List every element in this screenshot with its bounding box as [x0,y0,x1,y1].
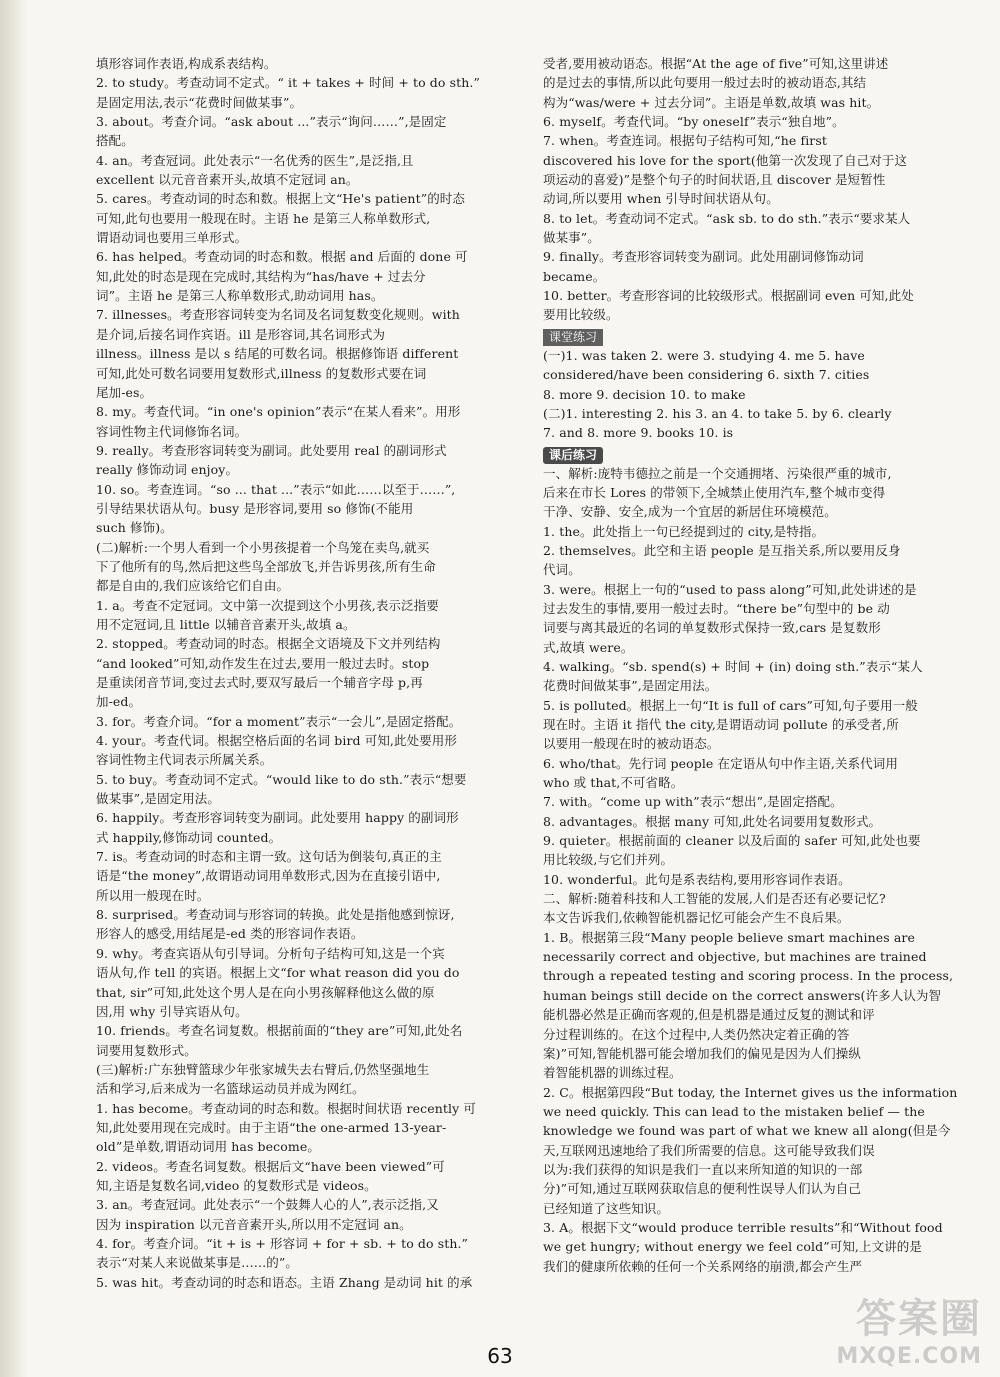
text-line: 着智能机器的训练过程。 [543,1065,682,1081]
text-line: 3. about。考查介词。“ask about ...”表示“询问……”,是固定 [96,114,447,130]
text-line: 3. were。根据上一句的“used to pass along”可知,此处讲述的是 [543,581,917,597]
text-line: 可知,此句也要用一般现在时。主语 he 是第三人称单数形式, [96,210,431,226]
text-line: 6. who/that。先行词 people 在定语从句中作主语,关系代词用 [543,755,898,771]
text-line: 动词,所以要用 when 引导时间状语从句。 [543,191,779,207]
text-line: 做某事”,是固定用法。 [96,791,220,807]
answer-line: 7. and 8. more 9. books 10. is [543,425,734,441]
text-line: 因,用 why 引导宾语从句。 [96,1003,248,1019]
text-line: 3. for。考查介词。“for a moment”表示“一会儿”,是固定搭配。 [96,713,462,729]
text-line: 现在时。主语 it 指代 the city,是谓语动词 pollute 的承受者,所 [543,717,899,732]
text-line: 代词。 [543,562,581,578]
answer-line: considered/have been considering 6. sixth 7. cities [543,367,870,383]
text-line: through a repeated testing and scoring process. In the process, [543,968,954,984]
text-line: knowledge we found was part of what we knew all along(但是今 [543,1123,951,1139]
text-line: 8. surprised。考查动词与形容词的转换。此处是指他感到惊讶, [96,907,455,923]
text-line: 项运动的喜爱)”是整个句子的时间状语,且 discover 是短暂性 [543,172,886,188]
text-line: 7. illnesses。考查形容词转变为名词及名词复数变化规则。with [96,307,460,323]
text-line: 式 happily,修饰动词 counted。 [96,829,282,845]
text-line: 语从句,作 tell 的宾语。根据上文“for what reason did you do [96,965,460,981]
text-line: 引导结果状语从句。busy 是形容词,要用 so 修饰(不能用 [96,500,414,516]
answer-line: 8. more 9. decision 10. to make [543,386,746,402]
text-line: 花费时间做某事”,是固定用法。 [543,678,718,694]
text-line: illness。illness 是以 s 结尾的可数名词。根据修饰语 different [96,346,459,362]
text-line: 知,此处的时态是现在完成时,其结构为“has/have + 过去分 [96,268,426,284]
answer-line: (二)1. interesting 2. his 3. an 4. to take 5. by 6. clearly [543,405,892,421]
text-line: necessarily correct and objective, but machines are trained [543,949,927,965]
text-line: 3. an。考查冠词。此处表示“一个鼓舞人心的人”,表示泛指,又 [96,1197,439,1213]
text-line: 9. finally。考查形容词转变为副词。此处用副词修饰动词 [543,249,864,265]
text-line: 表示“对某人来说做某事是……的”。 [96,1255,298,1271]
text-line: 4. for。考查介词。“it + is + 形容词 + for + sb. + to do sth.” [96,1235,469,1251]
text-line: 是介词,后接名词作宾语。ill 是形容词,其名词形式为 [96,326,386,342]
text-line: 干净、安静、安全,成为一个宜居的新居住环境模范。 [543,504,837,520]
after-class-practice-label: 课后练习 [543,447,603,464]
text-line: 7. when。考查连词。根据句子结构可知,“he first [543,133,828,149]
text-line: 5. cares。考查动词的时态和数。根据上文“He's patient”的时态 [96,191,465,207]
text-line: 10. so。考查连词。“so ... that ...”表示“如此……以至于……”, [96,481,456,497]
text-line: 1. the。此处指上一句已经提到过的 city,是特指。 [543,523,825,539]
text-line: became。 [543,268,606,284]
right-column [543,54,963,1276]
text-line: (二)解析:一个男人看到一个小男孩提着一个鸟笼在卖鸟,就买 [96,539,430,555]
text-line: 形容人的感受,用结尾是-ed 类的形容词作表语。 [96,926,364,942]
text-line: 2. C。根据第四段“But today, the Internet gives us the information [543,1084,958,1100]
page-spine-shadow [0,0,28,1377]
text-line: 分过程训练的。在这个过程中,人类仍然决定着正确的答 [543,1026,850,1042]
text-line: 做某事”。 [543,230,600,246]
text-line: 本文告诉我们,依赖智能机器记忆可能会产生不良后果。 [543,910,850,926]
text-line: 1. has become。考查动词的时态和数。根据时间状语 recently 可 [96,1100,476,1116]
text-line: “and looked”可知,动作发生在过去,要用一般过去时。stop [96,655,430,671]
text-line: 词要与离其最近的名词的单复数形式保持一致,cars 是复数形 [543,620,881,636]
text-line: 容词性物主代词表示所属关系。 [96,752,273,768]
text-line: 我们的健康所依赖的任何一个关系网络的崩溃,都会产生严 [543,1258,863,1274]
text-line: 用比较级,与它们并列。 [543,852,674,868]
text-line: 6. happily。考查形容词转变为副词。此处要用 happy 的副词形 [96,810,459,826]
text-line: 5. is polluted。根据上一句“It is full of cars”可知,句子要用一般 [543,697,918,713]
text-line: 1. a。考查不定冠词。文中第一次提到这个小男孩,表示泛指要 [96,597,439,613]
text-line: discovered his love for the sport(他第一次发现了自己对于这 [543,152,908,168]
text-line: 的是过去的事情,所以此句要用一般过去时的被动语态,其结 [543,75,867,91]
text-line: 词”。主语 he 是第三人称单数形式,助动词用 has。 [96,288,384,304]
text-line: 10. better。考查形容词的比较级形式。根据副词 even 可知,此处 [543,288,914,304]
text-line: 8. my。考查代词。“in one's opinion”表示“在某人看来”。用形 [96,404,461,420]
text-line: 过去发生的事情,要用一般过去时。“there be”句型中的 be 动 [543,600,890,616]
text-line: 8. to let。考查动词不定式。“ask sb. to do sth.”表示“要求某人 [543,210,911,226]
text-line: 6. myself。考查代词。“by oneself”表示“独自地”。 [543,114,845,130]
text-line: 5. to buy。考查动词不定式。“would like to do sth.”表示“想要 [96,771,467,787]
text-line: 是重读闭音节词,变过去式时,要双写最后一个辅音字母 p,再 [96,675,423,690]
after-class-label-row [543,443,963,464]
text-line: 语是“the money”,故谓语动词用单数形式,因为在直接引语中, [96,868,441,884]
text-line: 2. videos。考查名词复数。根据后文“have been viewed”可 [96,1158,445,1174]
text-line: 6. has helped。考查动词的时态和数。根据 and 后面的 done 可 [96,249,468,265]
text-line: 分)”可知,通过互联网获取信息的便利性误导人们认为自己 [543,1181,861,1197]
text-line: 4. walking。“sb. spend(s) + 时间 + (in) doing sth.”表示“某人 [543,658,923,674]
text-line: 受者,要用被动语态。根据“At the age of five”可知,这里讲述 [543,56,889,71]
text-line: 1. B。根据第三段“Many people believe smart machines are [543,929,915,945]
text-line: 是固定用法,表示“花费时间做某事”。 [96,94,303,110]
text-line: 一、解析:庞特韦德拉之前是一个交通拥堵、污染很严重的城市, [543,465,892,481]
text-line: really 修饰动词 enjoy。 [96,462,239,478]
text-line: 以为:我们获得的知识是我们一直以来所知道的知识的一部 [543,1161,863,1177]
text-line: 9. why。考查宾语从句引导词。分析句子结构可知,这是一个宾 [96,945,445,961]
text-line: 式,故填 were。 [543,639,634,655]
in-class-practice-label: 课堂练习 [543,329,603,346]
text-line: 后来在市长 Lores 的带领下,全城禁止使用汽车,整个城市变得 [543,484,886,500]
text-line: 4. your。考查代词。根据空格后面的名词 bird 可知,此处要用形 [96,733,458,749]
text-line: 2. themselves。此空和主语 people 是互指关系,所以要用反身 [543,542,901,558]
text-line: 所以用一般现在时。 [96,887,210,903]
text-line: 知,主语是复数名词,video 的复数形式是 videos。 [96,1177,377,1193]
text-line: 5. was hit。考查动词的时态和语态。主语 Zhang 是动词 hit 的承 [96,1274,473,1290]
after-class-answers-block [543,464,963,1276]
text-line: 9. really。考查形容词转变为副词。此处要用 real 的副词形式 [96,442,447,458]
text-line: 要用比较级。 [543,307,619,323]
text-line: 搭配。 [96,133,134,149]
text-line: 7. is。考查动词的时态和主谓一致。这句话为倒装句,真正的主 [96,849,442,865]
right-column-top-block [543,54,963,325]
text-line: 尾加-es。 [96,384,153,400]
text-line: 4. an。考查冠词。此处表示“一名优秀的医生”,是泛指,且 [96,152,414,168]
text-line: 2. to study。考查动词不定式。“ it + takes + 时间 + to do sth.” [96,75,480,91]
text-line: 10. friends。考查名词复数。根据前面的“they are”可知,此处名 [96,1023,463,1039]
answer-line: (一)1. was taken 2. were 3. studying 4. me 5. have [543,347,865,363]
text-line: 可知,此处可数名词要用复数形式,illness 的复数形式要在词 [96,365,427,381]
text-line: 二、解析:随着科技和人工智能的发展,人们是否还有必要记忆? [543,891,886,907]
text-line: 10. wonderful。此句是系表结构,要用形容词作表语。 [543,871,851,887]
text-line: 9. quieter。根据前面的 cleaner 以及后面的 safer 可知,此处也要 [543,833,921,849]
text-line: 知,此处要用现在完成时。由于主语“the one-armed 13-year- [96,1119,447,1135]
text-line: 填形容词作表语,构成系表结构。 [96,56,277,71]
watermark-url-text: MXQE.COM [836,1344,982,1369]
text-line: 下了他所有的鸟,然后把这些鸟全部放飞,并告诉男孩,所有生命 [96,558,436,574]
text-line: 7. with。“come up with”表示“想出”,是固定搭配。 [543,794,843,810]
text-line: human beings still decide on the correct answers(许多人认为智 [543,987,942,1003]
text-line: old”是单数,谓语动词用 has become。 [96,1139,320,1155]
watermark-logo-text: 答案圈 [856,1296,982,1342]
text-line: 已经知道了这些知识。 [543,1200,670,1216]
text-line: 构为“was/were + 过去分词”。主语是单数,故填 was hit。 [543,94,880,110]
text-line: 2. stopped。考查动词的时态。根据全文语境及下文并列结构 [96,636,441,652]
in-class-label-row [543,325,963,346]
text-line: 能机器必然是正确而客观的,但是机器是通过反复的测试和评 [543,1007,875,1023]
text-line: 活和学习,后来成为一名篮球运动员并成为网红。 [96,1081,365,1097]
text-line: we need quickly. This can lead to the mistaken belief — the [543,1103,925,1119]
text-line: 天,互联网迅速地给了我们所需要的信息。这可能导致我们误 [543,1142,875,1158]
page-number: 63 [487,1344,513,1368]
text-line: we get hungry; without energy we feel cold”可知,上文讲的是 [543,1239,922,1255]
text-line: that, sir”可知,此处这个男人是在向小男孩解释他这么做的原 [96,984,435,1000]
text-line: (三)解析:广东独臂篮球少年张家城失去右臂后,仍然坚强地生 [96,1061,430,1077]
text-line: 因为 inspiration 以元音音素开头,所以用不定冠词 an。 [96,1216,412,1232]
site-watermark [836,1287,982,1369]
left-column [96,54,516,1292]
text-line: excellent 以元音音素开头,故填不定冠词 an。 [96,172,359,188]
text-line: such 修饰)。 [96,520,173,536]
text-line: 用不定冠词,且 little 以辅音音素开头,故填 a。 [96,616,356,632]
text-line: who 或 that,不可省略。 [543,775,684,791]
text-line: 容词性物主代词修饰名词。 [96,423,248,439]
text-line: 都是自由的,我们应该给它们自由。 [96,578,290,594]
text-line: 案)”可知,智能机器可能会增加我们的偏见是因为人们操纵 [543,1045,861,1061]
text-line: 谓语动词也要用三单形式。 [96,230,248,246]
text-line: 词要用复数形式。 [96,1042,197,1058]
text-line: 加-ed。 [96,694,142,710]
in-class-answers-block [543,346,963,443]
text-line: 8. advantages。根据 many 可知,此处名词要用复数形式。 [543,813,882,829]
text-line: 3. A。根据下文“would produce terrible results”和“Without food [543,1219,943,1235]
text-line: 以要用一般现在时的被动语态。 [543,736,720,752]
